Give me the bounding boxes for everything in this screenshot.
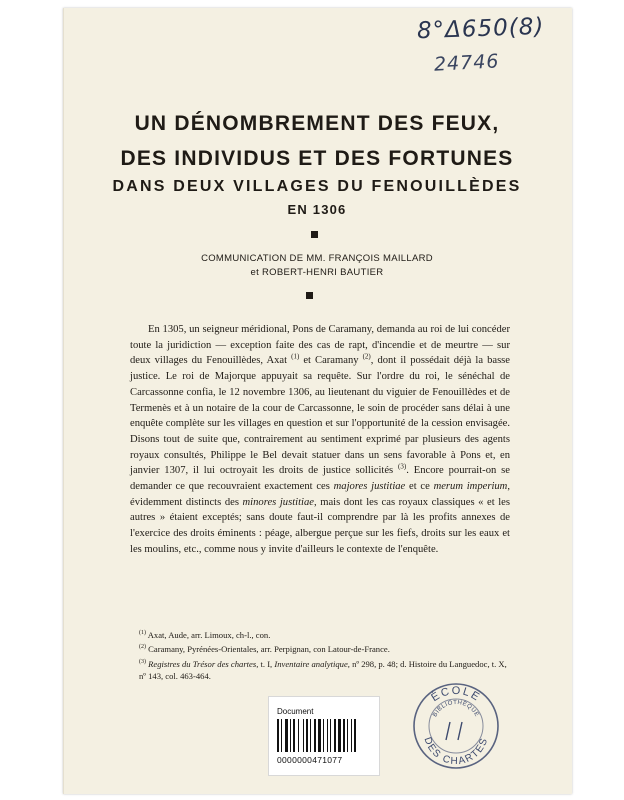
title-line-1: UN DÉNOMBREMENT DES FEUX, [134, 112, 500, 135]
square-ornament-icon [306, 292, 313, 299]
stamp-bottom-text: DES CHARTES [421, 735, 491, 768]
footnote-3: $^{(3)}$ Registres du Trésor des chartes, t. I, Inventaire analytique, nº 298, p. 48; d. Histoire du Languedoc, t. X, nº 143, col. 463-464. [139, 658, 507, 682]
square-ornament-icon [311, 231, 318, 238]
barcode-title: Document [277, 707, 314, 716]
footnote-1: $^{(1)}$ Axat, Aude, arr. Limoux, ch-l., con. [139, 629, 271, 640]
footnote-ref-3: (3) [398, 462, 407, 471]
title-line-2: DES INDIVIDUS ET DES FORTUNES [120, 147, 514, 170]
barcode-icon [277, 719, 371, 752]
barcode-number: 0000000471077 [277, 755, 343, 765]
library-stamp [410, 680, 502, 772]
title-line-3: DANS DEUX VILLAGES DU FENOUILLÈDES [112, 178, 522, 195]
authors-line-2: et ROBERT-HENRI BAUTIER [250, 267, 384, 278]
title-line-4: EN 1306 [287, 202, 347, 217]
handwritten-shelfmark: 8°Δ650(8) [416, 13, 545, 45]
body-paragraph: En 1305, un seigneur méridional, Pons de Caramany, demanda au roi de lui concéder toute la juridiction — exception faite des cas de rapt, d'incendie et de meurtre — sur deux villages du Fenouillèdes, Axat $^{(1)}$ et Caramany $^{(2)}$, dont il possédait déjà la basse justice. Le roi de Majorque appuyait sa requête. Sur l'ordre du roi, le sénéchal de Carcassonne confia, le 12 novembre 1306, au lieutenant du viguier de Fenouillèdes et de Termenès et à un notaire de la cour de Carcassonne, le soin de procéder sans délai à une enquête complète sur les villages en question et sur l'opportunité de la cession envisagée. Disons tout de suite que, contrairement au sentiment exprimé par plusieurs des agents royaux consultés, Philippe le Bel devait statuer dans un sens favorable à Pons et, en janvier 1307, il lui octroyait les droits de justice sollicités $^{(3)}$. Encore pourrait-on se demander ce que recouvraient exactement ces majores justitiae et ce merum imperium, évidemment distincts des minores justitiae, mais dont les cas royaux classiques « et les autres » étaient exceptés; sans doute faut-il comprendre par là les profits annexes de l'exercice des droits éminents : péage, albergue perçue sur les fiefs, droits sur les eaux et les moulins, etc., comme nous y invite d'ailleurs le contexte de l'enquête. [130, 324, 511, 555]
stamp-middle-text: BIBLIOTHÈQUE [432, 699, 480, 719]
footnote-ref-2: (2) [362, 352, 371, 361]
handwritten-inventory-number: 24746 [433, 50, 500, 76]
footnotes [139, 627, 511, 683]
footnote-2: $^{(2)}$ Caramany, Pyrénées-Orientales, arr. Perpignan, con Latour-de-France. [139, 644, 390, 655]
barcode-label [268, 696, 380, 776]
footnote-ref-1: (1) [291, 352, 300, 361]
authors-line-1: COMMUNICATION DE MM. FRANÇOIS MAILLARD [201, 253, 433, 264]
stamp-top-text: ÉCOLE [429, 684, 483, 705]
